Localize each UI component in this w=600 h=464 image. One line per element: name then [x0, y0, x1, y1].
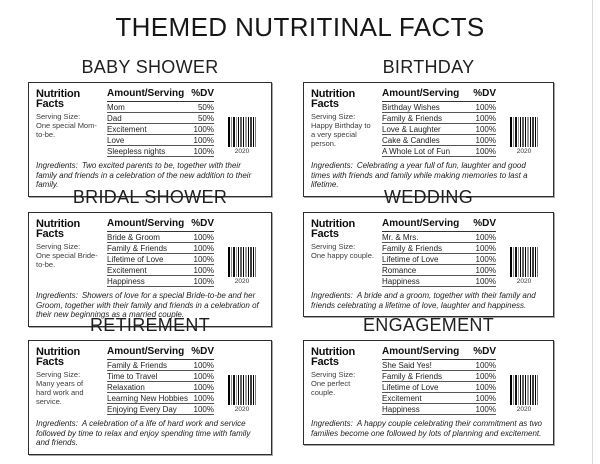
row-item-name: Excitement — [107, 125, 147, 134]
table-header — [382, 218, 496, 232]
row-item-name: Lifetime of Love — [107, 255, 164, 264]
panel-title: BABY SHOWER — [81, 57, 219, 77]
row-dv-value: 100% — [475, 244, 496, 253]
table-row — [107, 113, 214, 124]
panel-title: RETIREMENT — [90, 315, 210, 335]
table-row — [107, 124, 214, 135]
table-row — [107, 232, 214, 243]
row-dv-value: 100% — [193, 266, 214, 275]
serving-size — [311, 370, 375, 397]
amount-table — [382, 345, 496, 415]
barcode-icon — [228, 375, 256, 405]
ingredients-label: Ingredients: — [36, 291, 78, 300]
ingredients-text — [36, 419, 263, 448]
barcode-year: 2020 — [516, 278, 532, 285]
table-row — [107, 276, 214, 287]
amount-table — [107, 217, 214, 287]
row-item-name: Family & Friends — [107, 361, 168, 370]
serving-size-value: One special Mom-to-be. — [36, 121, 97, 139]
table-row — [382, 265, 496, 276]
row-dv-value: 100% — [193, 361, 214, 370]
facts-word: Facts — [36, 98, 64, 110]
amount-table — [107, 87, 214, 157]
row-item-name: Love & Laughter — [382, 125, 441, 134]
page-title: THEMED NUTRITINAL FACTS — [115, 12, 485, 42]
row-dv-value: 100% — [193, 405, 214, 414]
table-row — [382, 102, 496, 113]
ingredients-value: Showers of love for a special Bride-to-be and her Groom, together with their family and friends in a celebration of their new beginnings as a married couple. — [36, 291, 259, 319]
row-item-name: Birthday Wishes — [382, 103, 440, 112]
nutrition-panel-retirement — [28, 314, 272, 455]
row-item-name: A Whole Lot of Fun — [382, 147, 451, 156]
barcode-block — [503, 217, 545, 287]
ingredients-text — [311, 291, 545, 310]
table-row — [382, 254, 496, 265]
row-item-name: Learning New Hobbies — [107, 394, 188, 403]
barcode-year: 2020 — [516, 148, 532, 155]
label-left-column — [36, 345, 100, 415]
row-dv-value: 100% — [475, 103, 496, 112]
ingredients-label: Ingredients: — [36, 161, 78, 170]
row-item-name: Bride & Groom — [107, 233, 160, 242]
ingredients-label: Ingredients: — [311, 161, 353, 170]
amount-serving-header: Amount/Serving — [382, 88, 460, 99]
table-header — [382, 346, 496, 360]
facts-word: Facts — [311, 356, 339, 368]
nutrition-facts-heading — [311, 347, 375, 367]
row-item-name: Family & Friends — [382, 372, 443, 381]
label-left-column — [36, 217, 100, 287]
serving-size-value: One special Bride-to-be. — [36, 251, 98, 269]
table-row — [382, 124, 496, 135]
barcode-icon — [510, 247, 538, 277]
amount-serving-header: Amount/Serving — [382, 218, 460, 229]
row-item-name: Dad — [107, 114, 122, 123]
row-dv-value: 100% — [193, 147, 214, 156]
table-row — [382, 243, 496, 254]
serving-size-value: One happy couple. — [311, 251, 374, 260]
row-dv-value: 100% — [475, 147, 496, 156]
serving-size-label: Serving Size: — [311, 242, 356, 251]
row-dv-value: 100% — [475, 266, 496, 275]
row-item-name: Happiness — [107, 277, 145, 286]
amount-table — [107, 345, 214, 415]
row-dv-value: 50% — [197, 103, 214, 112]
nutrition-word: Nutrition — [36, 88, 81, 100]
table-header — [107, 346, 214, 360]
panel-title: WEDDING — [383, 187, 474, 207]
barcode-year: 2020 — [516, 406, 532, 413]
row-item-name: Family & Friends — [107, 244, 168, 253]
panel-title: BIRTHDAY — [382, 57, 475, 77]
row-dv-value: 100% — [193, 372, 214, 381]
facts-word: Facts — [311, 228, 339, 240]
barcode-icon — [510, 117, 538, 147]
barcode-icon — [510, 375, 538, 405]
serving-size-label: Serving Size: — [36, 370, 81, 379]
nutrition-facts-heading — [36, 89, 100, 109]
dv-header: %DV — [191, 218, 214, 229]
row-dv-value: 100% — [193, 394, 214, 403]
row-dv-value: 100% — [475, 383, 496, 392]
barcode-block — [503, 87, 545, 157]
facts-word: Facts — [311, 98, 339, 110]
ingredients-label: Ingredients: — [36, 419, 78, 428]
row-dv-value: 100% — [475, 233, 496, 242]
row-item-name: Mom — [107, 103, 125, 112]
serving-size-value: Happy Birthday to a very special person. — [311, 121, 371, 148]
amount-table — [382, 217, 496, 287]
label-left-column — [311, 217, 375, 287]
ingredients-value: A happy couple celebrating their commitment as two families become one followed by lots of planning and excitement. — [311, 419, 542, 438]
label-left-column — [311, 87, 375, 157]
table-row — [382, 382, 496, 393]
ingredients-label: Ingredients: — [311, 291, 353, 300]
table-row — [382, 404, 496, 415]
dv-header: %DV — [473, 346, 496, 357]
row-dv-value: 100% — [475, 372, 496, 381]
nutrition-label — [303, 82, 554, 197]
nutrition-facts-heading — [311, 89, 375, 109]
nutrition-panel-engagement — [303, 314, 554, 445]
table-row — [107, 382, 214, 393]
table-row — [107, 135, 214, 146]
row-item-name: Love — [107, 136, 125, 145]
barcode-block — [221, 217, 263, 287]
barcode-icon — [228, 247, 256, 277]
row-item-name: Family & Friends — [382, 244, 443, 253]
serving-size-label: Serving Size: — [311, 112, 356, 121]
row-item-name: Excitement — [107, 266, 147, 275]
nutrition-word: Nutrition — [311, 88, 356, 100]
facts-word: Facts — [36, 356, 64, 368]
amount-serving-header: Amount/Serving — [107, 218, 185, 229]
row-item-name: Happiness — [382, 277, 420, 286]
dv-header: %DV — [473, 88, 496, 99]
serving-size-value: One perfect couple. — [311, 379, 351, 397]
row-item-name: Happiness — [382, 405, 420, 414]
row-item-name: Enjoying Every Day — [107, 405, 177, 414]
row-dv-value: 100% — [193, 255, 214, 264]
barcode-year: 2020 — [234, 278, 250, 285]
ingredients-value: Two excited parents to be, together with their family and friends in a celebration of the new addition to their family. — [36, 161, 252, 189]
table-row — [382, 135, 496, 146]
amount-serving-header: Amount/Serving — [382, 346, 460, 357]
nutrition-panel-birthday — [303, 56, 554, 197]
row-item-name: Mr. & Mrs. — [382, 233, 419, 242]
row-dv-value: 100% — [475, 277, 496, 286]
table-row — [382, 371, 496, 382]
barcode-block — [503, 345, 545, 415]
row-dv-value: 100% — [475, 125, 496, 134]
row-dv-value: 100% — [475, 255, 496, 264]
serving-size — [36, 370, 100, 406]
label-left-column — [311, 345, 375, 415]
nutrition-panel-baby-shower — [28, 56, 272, 197]
nutrition-panel-wedding — [303, 186, 554, 317]
ingredients-value: A bride and a groom, together with their family and friends celebrating a lifetime of love, laughter and happiness. — [311, 291, 536, 310]
nutrition-label — [303, 212, 554, 317]
row-dv-value: 50% — [197, 114, 214, 123]
panel-title: ENGAGEMENT — [362, 315, 494, 335]
table-row — [107, 254, 214, 265]
table-header — [107, 88, 214, 102]
page-edge-line — [592, 0, 593, 464]
table-row — [382, 276, 496, 287]
row-item-name: Lifetime of Love — [382, 383, 439, 392]
barcode-icon — [228, 117, 256, 147]
table-header — [107, 218, 214, 232]
amount-serving-header: Amount/Serving — [107, 88, 185, 99]
row-dv-value: 100% — [193, 125, 214, 134]
barcode-year: 2020 — [234, 148, 250, 155]
table-row — [382, 113, 496, 124]
ingredients-text — [311, 419, 545, 438]
row-item-name: She Said Yes! — [382, 361, 432, 370]
nutrition-label — [28, 340, 272, 455]
dv-header: %DV — [473, 218, 496, 229]
table-row — [107, 265, 214, 276]
nutrition-facts-heading — [36, 219, 100, 239]
ingredients-value: Celebrating a year full of fun, laughter and good times with friends and family while making memories to last a lifetime. — [311, 161, 528, 189]
amount-table — [382, 87, 496, 157]
table-row — [107, 371, 214, 382]
nutrition-label — [28, 212, 272, 327]
table-header — [382, 88, 496, 102]
table-row — [107, 360, 214, 371]
label-left-column — [36, 87, 100, 157]
barcode-year: 2020 — [234, 406, 250, 413]
facts-word: Facts — [36, 228, 64, 240]
row-dv-value: 100% — [193, 233, 214, 242]
nutrition-facts-heading — [311, 219, 375, 239]
table-row — [382, 232, 496, 243]
panel-title: BRIDAL SHOWER — [72, 187, 228, 207]
serving-size — [311, 112, 375, 148]
barcode-block — [221, 345, 263, 415]
row-dv-value: 100% — [193, 136, 214, 145]
ingredients-label: Ingredients: — [311, 419, 353, 428]
table-row — [107, 146, 214, 157]
row-item-name: Romance — [382, 266, 417, 275]
nutrition-label — [28, 82, 272, 197]
row-item-name: Relaxation — [107, 383, 145, 392]
row-dv-value: 100% — [475, 405, 496, 414]
row-item-name: Cake & Candles — [382, 136, 440, 145]
barcode-block — [221, 87, 263, 157]
nutrition-word: Nutrition — [311, 346, 356, 358]
row-item-name: Sleepless nights — [107, 147, 166, 156]
row-dv-value: 100% — [193, 244, 214, 253]
row-item-name: Family & Friends — [382, 114, 443, 123]
table-row — [382, 146, 496, 157]
serving-size-label: Serving Size: — [36, 242, 81, 251]
serving-size-value: Many years of hard work and service. — [36, 379, 84, 406]
row-dv-value: 100% — [193, 383, 214, 392]
dv-header: %DV — [191, 88, 214, 99]
serving-size — [311, 242, 375, 260]
nutrition-label — [303, 340, 554, 445]
row-dv-value: 100% — [475, 361, 496, 370]
table-row — [107, 404, 214, 415]
nutrition-word: Nutrition — [311, 218, 356, 230]
table-row — [107, 393, 214, 404]
table-row — [107, 102, 214, 113]
row-dv-value: 100% — [475, 114, 496, 123]
nutrition-panel-bridal-shower — [28, 186, 272, 327]
row-dv-value: 100% — [475, 394, 496, 403]
table-row — [107, 243, 214, 254]
row-item-name: Time to Travel — [107, 372, 158, 381]
nutrition-word: Nutrition — [36, 346, 81, 358]
row-item-name: Lifetime of Love — [382, 255, 439, 264]
serving-size-label: Serving Size: — [36, 112, 81, 121]
table-row — [382, 360, 496, 371]
nutrition-word: Nutrition — [36, 218, 81, 230]
amount-serving-header: Amount/Serving — [107, 346, 185, 357]
serving-size — [36, 242, 100, 269]
row-dv-value: 100% — [193, 277, 214, 286]
dv-header: %DV — [191, 346, 214, 357]
table-row — [382, 393, 496, 404]
serving-size — [36, 112, 100, 139]
serving-size-label: Serving Size: — [311, 370, 356, 379]
row-item-name: Excitement — [382, 394, 422, 403]
row-dv-value: 100% — [475, 136, 496, 145]
nutrition-facts-heading — [36, 347, 100, 367]
ingredients-value: A celebration of a life of hard work and service followed by time to relax and enjoy spending time with family and friends. — [36, 419, 251, 447]
